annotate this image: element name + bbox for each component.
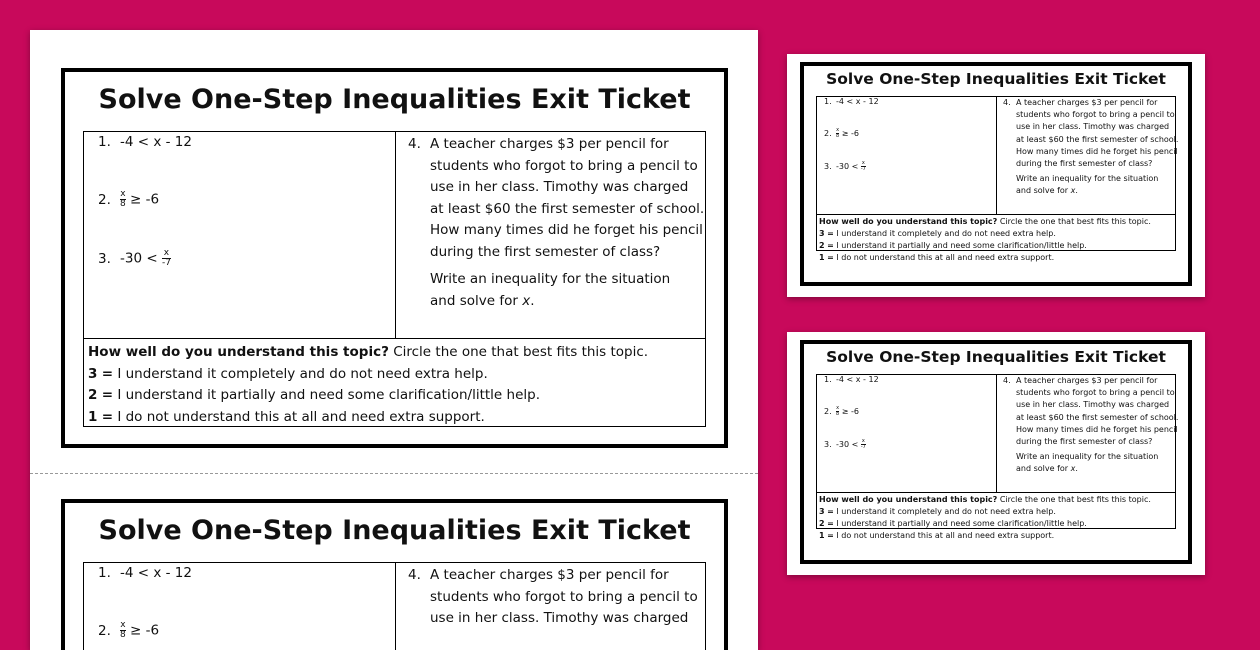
ticket-grid	[83, 562, 706, 650]
fraction: $\frac{x}{-7}$	[860, 438, 866, 450]
questions-left-column	[84, 563, 396, 650]
cut-line	[30, 473, 758, 474]
questions-left-column	[817, 375, 997, 492]
question-2: 2. $\frac{x}{8}$ ≥ -6	[824, 405, 859, 417]
questions-right-column	[997, 375, 1179, 492]
question-1: 1. -4 < x - 12	[824, 97, 879, 106]
question-4: 4. A teacher charges $3 per pencil for students who forgot to bring a pencil to use in her class. Timothy was charged at least $60 the first semester of school. How many times did he forget his pencil during the first semester of class? Write an inequality for the situation and solve for x.	[408, 136, 705, 309]
ticket-grid	[816, 374, 1179, 540]
self-rating-section: How well do you understand this topic? Circle the one that best fits this topic. 3 = I understand it completely and do not need extra help. 2 = I understand it partially and need some clarification/little help. 1 = I do not understand this at all and need extra support.	[817, 492, 1175, 528]
question-3: 3. -30 < $\frac{x}{-7}$	[824, 160, 866, 172]
fraction: $\frac{x}{-7}$	[860, 160, 866, 172]
self-rating-section: How well do you understand this topic? Circle the one that best fits this topic. 3 = I understand it completely and do not need extra help. 2 = I understand it partially and need some clarification/little help. 1 = I do not understand this at all and need extra support.	[817, 214, 1175, 250]
ticket-title: Solve One-Step Inequalities Exit Ticket	[98, 84, 691, 115]
ticket-title: Solve One-Step Inequalities Exit Ticket	[826, 70, 1166, 88]
question-1: 1. -4 < x - 12	[98, 565, 192, 581]
fraction: $\frac{x}{8}$	[120, 189, 126, 209]
exit-ticket-small	[800, 340, 1192, 564]
worksheet-preview-large	[30, 30, 758, 650]
question-4: 4. A teacher charges $3 per pencil for students who forgot to bring a pencil to use in her class. Timothy was charged	[408, 567, 698, 626]
question-1: 1. -4 < x - 12	[98, 134, 192, 150]
fraction: $\frac{x}{8}$	[120, 620, 126, 640]
questions-right-column	[997, 97, 1179, 214]
fraction: $\frac{x}{8}$	[836, 127, 840, 139]
worksheet-preview-small-bottom	[787, 332, 1205, 575]
question-3: 3. -30 < $\frac{x}{-7}$	[98, 248, 171, 268]
question-4: 4. A teacher charges $3 per pencil for students who forgot to bring a pencil to use in her class. Timothy was charged at least $60 the first semester of school. How many times did he forget his pencil during the first semester of class? Write an inequality for the situation and solve for x.	[1003, 98, 1179, 196]
question-3: 3. -30 < $\frac{x}{-7}$	[824, 438, 866, 450]
ticket-title: Solve One-Step Inequalities Exit Ticket	[98, 515, 691, 546]
questions-right-column	[396, 563, 705, 650]
exit-ticket-small	[800, 62, 1192, 286]
exit-ticket-bottom	[61, 499, 728, 650]
questions-right-column	[396, 132, 705, 338]
ticket-grid	[83, 131, 706, 427]
fraction: $\frac{x}{-7}$	[161, 248, 171, 268]
worksheet-preview-small-top	[787, 54, 1205, 297]
question-2: 2. $\frac{x}{8}$ ≥ -6	[824, 127, 859, 139]
question-2: 2. $\frac{x}{8}$ ≥ -6	[98, 620, 160, 640]
question-4: 4. A teacher charges $3 per pencil for students who forgot to bring a pencil to use in her class. Timothy was charged at least $60 the first semester of school. How many times did he forget his pencil during the first semester of class? Write an inequality for the situation and solve for x.	[1003, 376, 1179, 474]
exit-ticket-top	[61, 68, 728, 448]
question-1: 1. -4 < x - 12	[824, 375, 879, 384]
ticket-grid	[816, 96, 1179, 262]
questions-left-column	[817, 97, 997, 214]
ticket-title: Solve One-Step Inequalities Exit Ticket	[826, 348, 1166, 366]
self-rating-section: How well do you understand this topic? Circle the one that best fits this topic. 3 = I understand it completely and do not need extra help. 2 = I understand it partially and need some clarification/little help. 1 = I do not understand this at all and need extra support.	[84, 338, 705, 426]
fraction: $\frac{x}{8}$	[836, 405, 840, 417]
question-2: 2. $\frac{x}{8}$ ≥ -6	[98, 189, 160, 209]
questions-left-column	[84, 132, 396, 338]
